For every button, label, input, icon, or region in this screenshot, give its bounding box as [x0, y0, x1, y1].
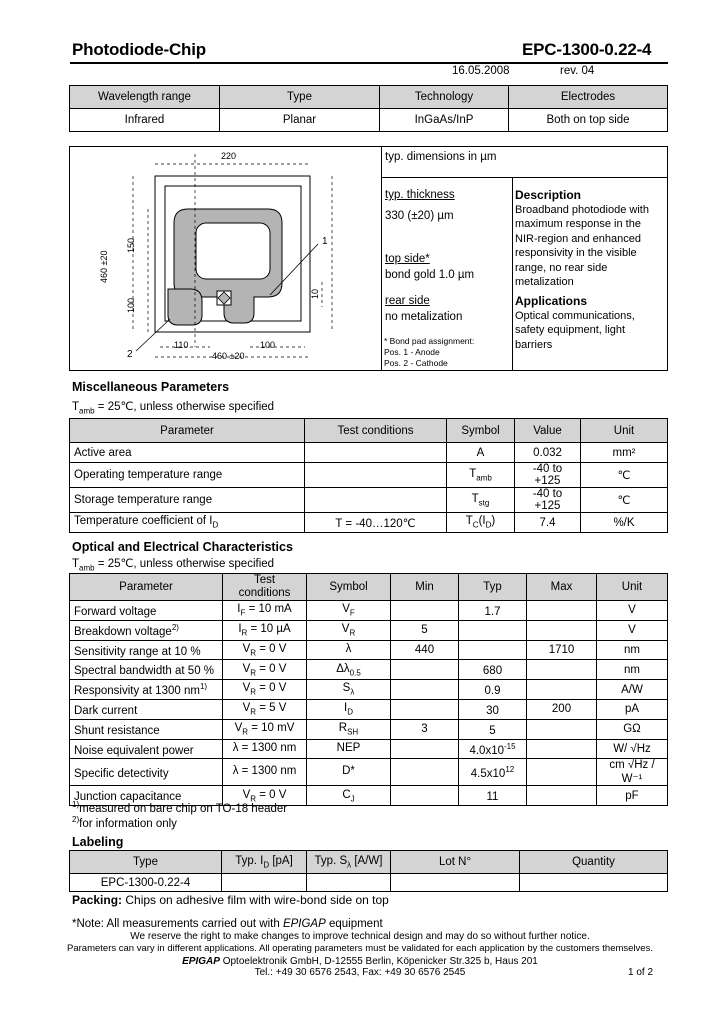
divider — [512, 177, 513, 371]
cell: 1710 — [527, 640, 597, 660]
description-text: Broadband photodiode with maximum response in the NIR-region and enhanced responsivity in the visible range, no rear side metalization — [515, 204, 649, 289]
chip-drawing — [70, 147, 381, 370]
table-row — [70, 640, 668, 660]
cathode-pad — [168, 289, 202, 325]
cell — [527, 719, 597, 739]
cell: mm² — [581, 443, 668, 463]
document-date: 16.05.2008 — [452, 65, 510, 77]
labeling-header: Type — [70, 851, 222, 874]
misc-condition: $T_{amb}$ = 25℃, unless otherwise specified — [72, 401, 275, 416]
cell — [527, 739, 597, 759]
cell: Breakdown voltage$^{2)}$ — [70, 620, 223, 640]
cell: -40 to +125 — [515, 488, 581, 513]
cell: $V_R$ — [307, 620, 391, 640]
misc-header: Value — [515, 419, 581, 443]
table-row — [70, 513, 668, 533]
cell: $S_\lambda$ — [307, 680, 391, 700]
cell — [520, 874, 668, 892]
cell: Responsivity at 1300 $nm^{1)}$ — [70, 680, 223, 700]
cell: 0.032 — [515, 443, 581, 463]
cell: $4.5x10^{12}$ — [459, 759, 527, 786]
summary-value: InGaAs/InP — [380, 109, 509, 132]
summary-value: Planar — [220, 109, 380, 132]
cell: A/W — [597, 680, 668, 700]
measurement-note: *Note: All measurements carried out with EPIGAP equipment — [72, 918, 383, 930]
cell: λ — [307, 640, 391, 660]
cell — [391, 786, 459, 806]
rear-side-value: no metalization — [385, 311, 463, 323]
cell: $\Delta\lambda_{0.5}$ — [307, 660, 391, 680]
optical-section-title: Optical and Electrical Characteristics — [72, 540, 293, 554]
cell: 1.7 — [459, 601, 527, 621]
footer-line-2: Parameters can vary in different applications. All operating parameters must be validated for each application by the customers themselves. — [67, 943, 653, 954]
cell: 7.4 — [515, 513, 581, 533]
packing-line: Packing: Chips on adhesive film with wire-bond side on top — [72, 893, 389, 907]
header-rule — [70, 62, 668, 64]
cell: Sensitivity range at 10 % — [70, 640, 223, 660]
cell: Operating temperature range — [70, 463, 305, 488]
table-row — [70, 699, 668, 719]
summary-value: Both on top side — [509, 109, 668, 132]
cell: 30 — [459, 699, 527, 719]
cell: 5 — [391, 620, 459, 640]
applications-text: Optical communications, safety equipment, light barriers — [515, 310, 635, 351]
cell: V — [597, 620, 668, 640]
cell: $R_{SH}$ — [307, 719, 391, 739]
footnote-2: $^{2)}$for information only — [72, 815, 177, 830]
rear-side-label: rear side — [385, 295, 430, 307]
cell: $T_{amb}$ — [447, 463, 515, 488]
footer-line-1: We reserve the right to make changes to improve technical design and may do so without further notice. — [130, 931, 590, 942]
table-row — [70, 759, 668, 786]
cell: λ = 1300 nm — [223, 759, 307, 786]
cell: Noise equivalent power — [70, 739, 223, 759]
cell: Specific detectivity — [70, 759, 223, 786]
cell: pA — [597, 699, 668, 719]
dim-height-total: 460 ±20 — [99, 250, 109, 283]
cell — [527, 759, 597, 786]
top-side-value: bond gold 1.0 µm — [385, 269, 475, 281]
misc-header: Unit — [581, 419, 668, 443]
cell — [391, 601, 459, 621]
labeling-section-title: Labeling — [72, 835, 124, 849]
summary-header: Electrodes — [509, 86, 668, 109]
table-row — [70, 660, 668, 680]
optical-header: Typ — [459, 574, 527, 601]
table-row — [70, 620, 668, 640]
labeling-header: Typ. $I_D$ [pA] — [222, 851, 307, 874]
dims-note: typ. dimensions in µm — [385, 151, 497, 163]
page-number: 1 of 2 — [628, 967, 654, 978]
cell: $4.0x10^{-15}$ — [459, 739, 527, 759]
cell: nm — [597, 660, 668, 680]
cell: nm — [597, 640, 668, 660]
cell: 680 — [459, 660, 527, 680]
cell — [305, 488, 447, 513]
misc-header: Test conditions — [305, 419, 447, 443]
cell: 5 — [459, 719, 527, 739]
cell: cm √Hz / W⁻¹ — [597, 759, 668, 786]
thickness-label: typ. thickness — [385, 189, 455, 201]
dim-bottom-right: 100 — [260, 340, 276, 350]
optical-header: Unit — [597, 574, 668, 601]
cell — [527, 660, 597, 680]
cell — [391, 874, 520, 892]
dim-bottom-left: 110 — [174, 340, 189, 350]
cell: $V_R = 5$ V — [223, 699, 307, 719]
position-1-label: 1 — [322, 236, 328, 247]
cell: $C_J$ — [307, 786, 391, 806]
cell: Temperature coefficient of $I_D$ — [70, 513, 305, 533]
cell: Active area — [70, 443, 305, 463]
table-row — [70, 680, 668, 700]
divider — [381, 146, 382, 371]
cell: 440 — [391, 640, 459, 660]
position-2-label: 2 — [127, 349, 133, 360]
cell: NEP — [307, 739, 391, 759]
cell: Dark current — [70, 699, 223, 719]
footer-company: EPIGAP Optoelektronik GmbH, D-12555 Berlin, Köpenicker Str.325 b, Haus 201 — [182, 956, 538, 967]
cell: %/K — [581, 513, 668, 533]
applications-title: Applications — [515, 294, 588, 308]
cell: GΩ — [597, 719, 668, 739]
cell: λ = 1300 nm — [223, 739, 307, 759]
table-row — [70, 874, 668, 892]
cell: W/ √Hz — [597, 739, 668, 759]
labeling-header: Typ. $S_\lambda$ [A/W] — [307, 851, 391, 874]
cell — [305, 443, 447, 463]
optical-header: Test conditions — [223, 574, 307, 601]
footnote-1: $^{1)}$measured on bare chip on TO-18 header — [72, 800, 288, 815]
cell: 11 — [459, 786, 527, 806]
cell: ℃ — [581, 463, 668, 488]
cell: Shunt resistance — [70, 719, 223, 739]
cell — [222, 874, 307, 892]
summary-header: Wavelength range — [70, 86, 220, 109]
optical-header: Parameter — [70, 574, 223, 601]
cell: $V_R = 10$ mV — [223, 719, 307, 739]
cell — [527, 786, 597, 806]
cell — [391, 739, 459, 759]
cell: $I_F = 10$ mA — [223, 601, 307, 621]
cell — [527, 620, 597, 640]
table-row — [70, 739, 668, 759]
document-revision: rev. 04 — [560, 65, 595, 77]
cell: 3 — [391, 719, 459, 739]
product-code: EPC-1300-0.22-4 — [522, 40, 652, 59]
cell: EPC-1300-0.22-4 — [70, 874, 222, 892]
cell: $V_R = 0$ V — [223, 680, 307, 700]
table-row — [70, 719, 668, 739]
cell — [527, 601, 597, 621]
top-side-label: top side* — [385, 253, 430, 265]
bond-pad-note: Pos. 2 - Cathode — [384, 358, 448, 368]
labeling-header: Lot N° — [391, 851, 520, 874]
footer-contact: Tel.: +49 30 6576 2543, Fax: +49 30 6576 2545 — [254, 967, 466, 978]
cell — [459, 640, 527, 660]
cell: $I_D$ — [307, 699, 391, 719]
misc-header: Symbol — [447, 419, 515, 443]
cell: 200 — [527, 699, 597, 719]
cell: Forward voltage — [70, 601, 223, 621]
cell: A — [447, 443, 515, 463]
optical-condition: $T_{amb}$ = 25℃, unless otherwise specified — [72, 558, 275, 573]
cell — [459, 620, 527, 640]
cell — [305, 463, 447, 488]
bond-pad-notes — [384, 336, 474, 369]
table-row — [70, 601, 668, 621]
cell: T = -40…120℃ — [305, 513, 447, 533]
document-title: Photodiode-Chip — [72, 40, 206, 59]
cell: $V_R = 0$ V — [223, 786, 307, 806]
misc-header: Parameter — [70, 419, 305, 443]
cell — [391, 680, 459, 700]
dim-top: 220 — [221, 151, 237, 161]
cell — [391, 660, 459, 680]
cell: $I_R = 10$ µA — [223, 620, 307, 640]
cell — [391, 699, 459, 719]
dim-upper: 150 — [126, 237, 136, 253]
cell: Storage temperature range — [70, 488, 305, 513]
bond-pad-note: * Bond pad assignment: — [384, 336, 475, 346]
dim-lower: 100 — [126, 297, 136, 313]
cell: V — [597, 601, 668, 621]
dim-bottom-total: 460 ±20 — [212, 351, 245, 361]
active-area-window — [196, 223, 270, 279]
cell: -40 to +125 — [515, 463, 581, 488]
cell: D* — [307, 759, 391, 786]
cell: ℃ — [581, 488, 668, 513]
optical-table — [69, 573, 668, 806]
cell: 0.9 — [459, 680, 527, 700]
cell: $V_R = 0$ V — [223, 660, 307, 680]
labeling-header: Quantity — [520, 851, 668, 874]
divider — [381, 177, 668, 178]
cell: $T_{stg}$ — [447, 488, 515, 513]
summary-header: Type — [220, 86, 380, 109]
table-row — [70, 443, 668, 463]
cell — [527, 680, 597, 700]
summary-header: Technology — [380, 86, 509, 109]
cell: Spectral bandwidth at 50 % — [70, 660, 223, 680]
description-title: Description — [515, 188, 582, 202]
optical-header: Min — [391, 574, 459, 601]
dim-right-small: 10 — [310, 288, 320, 299]
cell — [391, 759, 459, 786]
table-row — [70, 463, 668, 488]
thickness-value: 330 (±20) µm — [385, 210, 454, 222]
bond-pad-note: Pos. 1 - Anode — [384, 347, 440, 357]
summary-value: Infrared — [70, 109, 220, 132]
cell: pF — [597, 786, 668, 806]
optical-header: Max — [527, 574, 597, 601]
cell: $V_F$ — [307, 601, 391, 621]
cell — [307, 874, 391, 892]
misc-section-title: Miscellaneous Parameters — [72, 380, 230, 394]
cell: Junction capacitance — [70, 786, 223, 806]
cell: $T_C(I_D)$ — [447, 513, 515, 533]
misc-table — [69, 418, 668, 533]
cell: $V_R = 0$ V — [223, 640, 307, 660]
summary-table — [69, 85, 668, 132]
labeling-table — [69, 850, 668, 892]
optical-header: Symbol — [307, 574, 391, 601]
table-row — [70, 488, 668, 513]
